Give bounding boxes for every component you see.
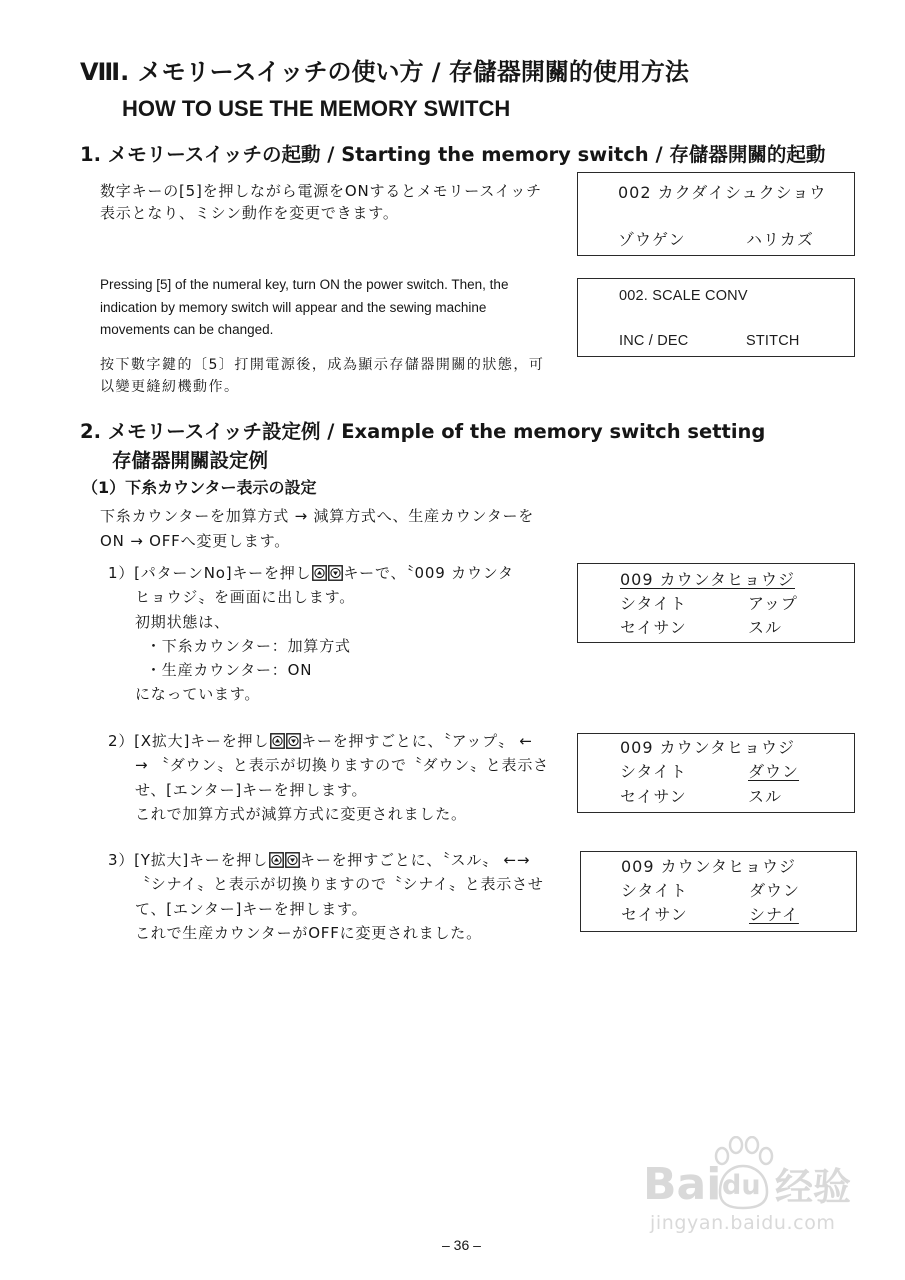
chapter-title-english: HOW TO USE THE MEMORY SWITCH <box>122 96 511 121</box>
bullet-item: ・生産カウンター：ON <box>146 661 313 680</box>
display-row-3-value: シナイ <box>749 905 799 924</box>
step-line: になっています。 <box>135 685 261 704</box>
step-line: ヒョウジ〟を画面に出します。 <box>135 588 356 607</box>
subsection-title: （1）下糸カウンター表示の設定 <box>82 478 317 497</box>
text-line: 按下數字鍵的〔5〕打開電源後，成為顯示存儲器開關的狀態，可 <box>100 357 545 373</box>
display-left-value: ゾウゲン <box>618 230 686 249</box>
display-row-3-value: スル <box>748 787 783 806</box>
display-panel-japanese <box>577 172 855 256</box>
display-row-2-value: ダウン <box>748 762 800 781</box>
watermark-jingyan: 经验 <box>775 1165 852 1209</box>
text-line: 以變更縫紉機動作。 <box>100 379 240 395</box>
step-text: キーで、〝009 カウンタ <box>343 564 514 582</box>
step-line: せ、[エンター]キーを押します。 <box>135 780 368 799</box>
down-key-icon <box>328 565 343 581</box>
chapter-title: Ⅷ. メモリースイッチの使い方 / 存儲器開關的使用方法 <box>80 58 689 86</box>
step-line: 〝シナイ〟と表示が切換りますので〝シナイ〟と表示させ <box>135 875 544 894</box>
section-1-title: 1. メモリースイッチの起動 / Starting the memory switch / 存儲器開關的起動 <box>80 143 826 166</box>
display-row-2-label: シタイト <box>620 762 688 781</box>
display-line-1: 002. SCALE CONV <box>619 288 748 304</box>
display-row-3-value: スル <box>748 618 783 637</box>
text-line: movements can be changed. <box>100 322 274 337</box>
display-line-1: 002 カクダイシュクショウ <box>618 183 827 202</box>
display-row-3-label: セイサン <box>620 787 687 806</box>
up-key-icon <box>269 852 284 868</box>
subsection-intro <box>100 504 534 554</box>
bullet-item: ・下糸カウンター：加算方式 <box>146 636 351 655</box>
step-2 <box>108 729 549 826</box>
step-line <box>108 561 514 585</box>
step-text: 1）[パターンNo]キーを押し <box>108 564 312 582</box>
step-text: 3）[Y拡大]キーを押し <box>108 851 269 869</box>
section-1-japanese-text <box>100 180 542 224</box>
text-line: 表示となり、ミシン動作を変更できます。 <box>100 204 399 222</box>
step-text: 2）[X拡大]キーを押し <box>108 732 270 750</box>
text-line: 数字キーの[5]を押しながら電源をONするとメモリースイッチ <box>100 182 542 200</box>
display-line-1: 009 カウンタヒョウジ <box>620 570 795 589</box>
up-key-icon <box>312 565 327 581</box>
display-panel-step-2 <box>577 733 855 813</box>
step-line <box>108 729 549 753</box>
step-3 <box>108 848 544 945</box>
text-line: indication by memory switch will appear and the sewing machine <box>100 299 487 315</box>
watermark-du: du <box>722 1170 761 1201</box>
down-key-icon <box>285 852 300 868</box>
display-line-1: 009 カウンタヒョウジ <box>621 857 796 876</box>
step-1 <box>108 561 514 707</box>
display-row-2-value: アップ <box>748 594 798 613</box>
display-panel-english <box>577 278 855 357</box>
display-row-2-label: シタイト <box>620 594 688 613</box>
step-text: キーを押すごとに、〝スル〟 ←→ <box>300 851 531 869</box>
section-1-chinese-text <box>100 354 544 398</box>
display-right-value: STITCH <box>746 333 800 349</box>
watermark-bai: Bai <box>643 1159 722 1210</box>
step-text: キーを押すごとに、〝アップ〟 ← <box>301 732 533 750</box>
step-line: これで加算方式が減算方式に変更されました。 <box>135 804 467 823</box>
step-line: これで生産カウンターがOFFに変更されました。 <box>135 923 482 942</box>
display-row-2-label: シタイト <box>621 881 689 900</box>
text-line: Pressing [5] of the numeral key, turn ON the power switch. Then, the <box>100 277 509 292</box>
display-panel-step-1 <box>577 563 855 643</box>
step-line <box>108 848 544 872</box>
text-line: ON → OFFへ変更します。 <box>100 532 290 550</box>
display-panel-step-3 <box>580 851 857 932</box>
section-2-title: 2. メモリースイッチ設定例 / Example of the memory switch setting <box>80 420 766 443</box>
step-line: 初期状態は、 <box>135 612 230 631</box>
display-row-3-label: セイサン <box>621 905 688 924</box>
down-key-icon <box>286 733 301 749</box>
display-line-1: 009 カウンタヒョウジ <box>620 738 795 757</box>
up-key-icon <box>270 733 285 749</box>
display-left-value: INC / DEC <box>619 333 689 349</box>
watermark-url: jingyan.baidu.com <box>650 1212 836 1234</box>
section-2-title-chinese: 存儲器開關設定例 <box>112 449 269 472</box>
display-right-value: ハリカズ <box>746 230 814 249</box>
section-1-english-text <box>100 274 508 342</box>
step-line: → 〝ダウン〟と表示が切換りますので〝ダウン〟と表示さ <box>135 756 549 775</box>
text-line: 下糸カウンターを加算方式 → 減算方式へ、生産カウンターを <box>100 507 535 525</box>
step-line: て、[エンター]キーを押します。 <box>135 899 368 918</box>
page-number: – 36 – <box>442 1237 481 1253</box>
display-row-2-value: ダウン <box>749 881 801 900</box>
display-row-3-label: セイサン <box>620 618 687 637</box>
